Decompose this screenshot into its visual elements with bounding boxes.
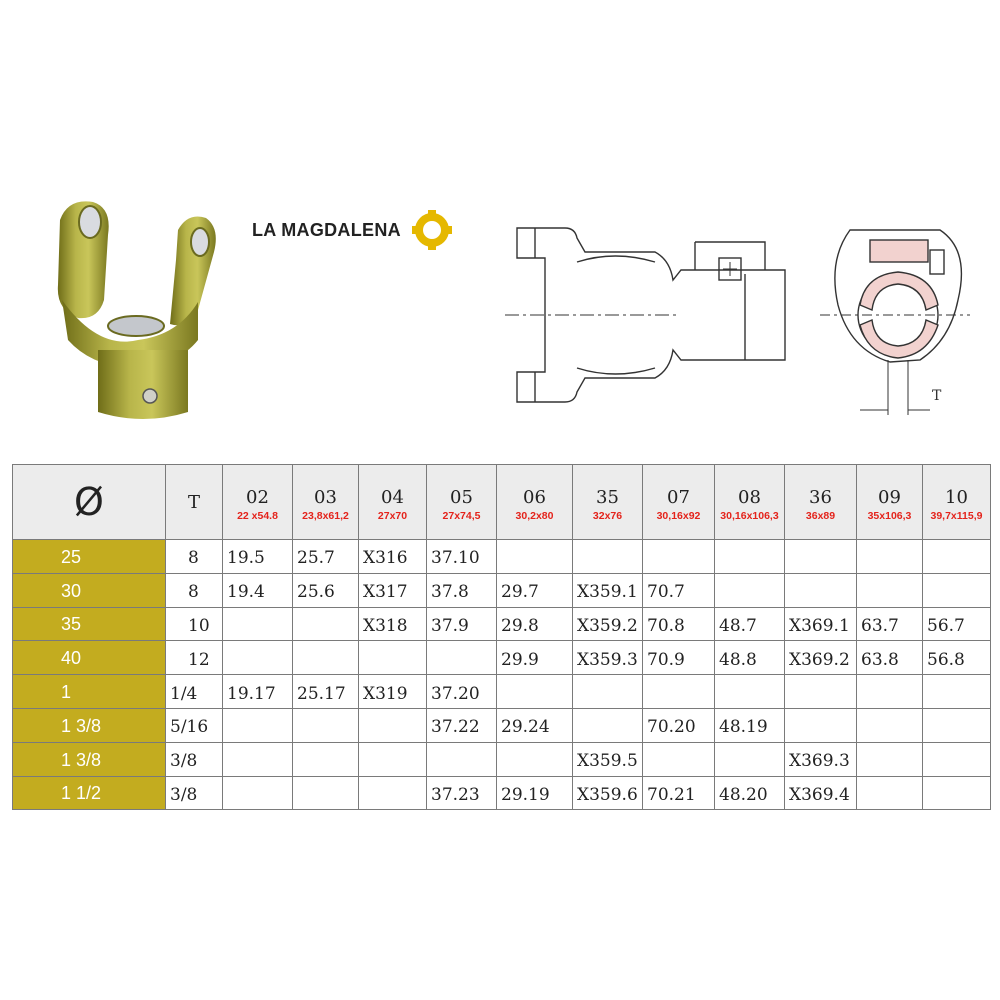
part-number-cell [923,742,991,776]
part-number-cell [497,675,573,709]
part-number-cell [857,776,923,810]
part-number-cell: X318 [359,607,427,641]
part-number-cell: 70.8 [643,607,715,641]
part-number-cell [923,708,991,742]
part-number-cell: 48.8 [715,641,785,675]
table-row [13,607,991,641]
table-row [13,675,991,709]
part-number-cell: 19.4 [223,573,293,607]
row-t-cell: 5/16 [166,708,223,742]
part-number-cell [643,675,715,709]
part-number-cell: 63.7 [857,607,923,641]
cross-yoke-logo-icon [411,209,453,251]
part-number-cell [293,708,359,742]
row-size-cell: 40 [13,641,166,675]
col-header: 04 27x70 [359,465,427,540]
part-number-cell: 29.9 [497,641,573,675]
part-number-cell [715,573,785,607]
col-header: 09 35x106,3 [857,465,923,540]
row-t-cell: 8 [166,540,223,574]
row-size-cell: 1 3/8 [13,708,166,742]
part-number-cell: 25.7 [293,540,359,574]
part-number-cell [359,641,427,675]
row-size-cell: 35 [13,607,166,641]
row-size-cell: 25 [13,540,166,574]
part-number-cell: 29.24 [497,708,573,742]
part-number-cell: 48.7 [715,607,785,641]
part-number-cell: 70.7 [643,573,715,607]
part-number-cell [643,742,715,776]
part-number-cell [427,742,497,776]
part-number-cell [857,708,923,742]
part-number-cell [223,742,293,776]
part-number-cell [923,675,991,709]
part-number-cell [293,607,359,641]
part-number-cell: 48.19 [715,708,785,742]
part-number-cell [293,776,359,810]
part-number-cell: 37.8 [427,573,497,607]
row-size-cell: 30 [13,573,166,607]
part-number-cell: X317 [359,573,427,607]
part-number-cell: X369.2 [785,641,857,675]
part-number-cell: 56.8 [923,641,991,675]
table-row [13,573,991,607]
part-number-cell: 63.8 [857,641,923,675]
col-header: 35 32x76 [573,465,643,540]
part-number-cell: 70.9 [643,641,715,675]
part-number-cell [497,742,573,776]
part-number-cell: X369.1 [785,607,857,641]
part-number-cell [785,540,857,574]
table-row [13,776,991,810]
row-t-cell: 12 [166,641,223,675]
t-header: T [166,465,223,540]
row-t-cell: 1/4 [166,675,223,709]
row-size-cell: 1 1/2 [13,776,166,810]
part-number-cell [573,675,643,709]
yoke-product-photo [38,190,228,430]
spec-table-header [13,465,991,540]
part-number-cell: 37.23 [427,776,497,810]
part-number-cell: 37.9 [427,607,497,641]
part-number-cell [497,540,573,574]
table-row [13,641,991,675]
part-number-cell: X319 [359,675,427,709]
part-number-cell: 37.20 [427,675,497,709]
col-header: 36 36x89 [785,465,857,540]
part-number-cell [785,573,857,607]
part-number-cell: 29.8 [497,607,573,641]
part-number-cell [293,641,359,675]
part-number-cell [223,641,293,675]
part-number-cell: 19.17 [223,675,293,709]
col-header: 10 39,7x115,9 [923,465,991,540]
part-number-cell: X369.3 [785,742,857,776]
part-number-cell [715,540,785,574]
part-number-cell: 56.7 [923,607,991,641]
yoke-side-drawing [505,200,800,420]
part-number-cell [785,708,857,742]
part-number-cell [573,708,643,742]
part-number-cell [573,540,643,574]
part-number-cell [359,708,427,742]
col-header: 07 30,16x92 [643,465,715,540]
brand-name: LA MAGDALENA [252,219,401,240]
part-number-cell [715,742,785,776]
part-number-cell [359,742,427,776]
part-number-cell [923,776,991,810]
part-number-cell [857,540,923,574]
part-number-cell [293,742,359,776]
part-number-cell: 37.10 [427,540,497,574]
part-number-cell: X359.3 [573,641,643,675]
brand-header [252,210,453,250]
part-number-cell [643,540,715,574]
row-size-cell: 1 [13,675,166,709]
col-header: 06 30,2x80 [497,465,573,540]
row-size-cell: 1 3/8 [13,742,166,776]
part-number-cell [359,776,427,810]
part-number-cell: X359.5 [573,742,643,776]
part-number-cell [857,675,923,709]
part-number-cell [223,776,293,810]
part-number-cell: 48.20 [715,776,785,810]
col-header: 02 22 x54.8 [223,465,293,540]
part-number-cell: 70.20 [643,708,715,742]
diameter-icon: Ø [74,480,104,524]
part-number-cell: X369.4 [785,776,857,810]
part-number-cell: 25.17 [293,675,359,709]
part-number-cell: 19.5 [223,540,293,574]
dimension-t-label: T [932,388,942,404]
table-row [13,742,991,776]
part-number-cell [857,573,923,607]
row-t-cell: 3/8 [166,776,223,810]
part-number-cell [223,607,293,641]
row-t-cell: 8 [166,573,223,607]
col-header: 03 23,8x61,2 [293,465,359,540]
yoke-end-drawing [820,210,970,430]
diameter-header [13,465,166,540]
part-number-cell: X359.2 [573,607,643,641]
part-number-cell [223,708,293,742]
table-row [13,540,991,574]
row-t-cell: 3/8 [166,742,223,776]
part-number-cell: 29.7 [497,573,573,607]
part-number-cell: 29.19 [497,776,573,810]
part-number-cell: 37.22 [427,708,497,742]
part-number-cell: X359.6 [573,776,643,810]
part-number-cell [923,540,991,574]
part-number-cell [857,742,923,776]
part-number-cell [785,675,857,709]
row-t-cell: 10 [166,607,223,641]
spec-table [12,464,991,810]
part-number-cell: X316 [359,540,427,574]
col-header: 08 30,16x106,3 [715,465,785,540]
part-number-cell [715,675,785,709]
part-number-cell: X359.1 [573,573,643,607]
part-number-cell: 25.6 [293,573,359,607]
part-number-cell [427,641,497,675]
col-header: 05 27x74,5 [427,465,497,540]
part-number-cell [923,573,991,607]
part-number-cell: 70.21 [643,776,715,810]
table-row [13,708,991,742]
